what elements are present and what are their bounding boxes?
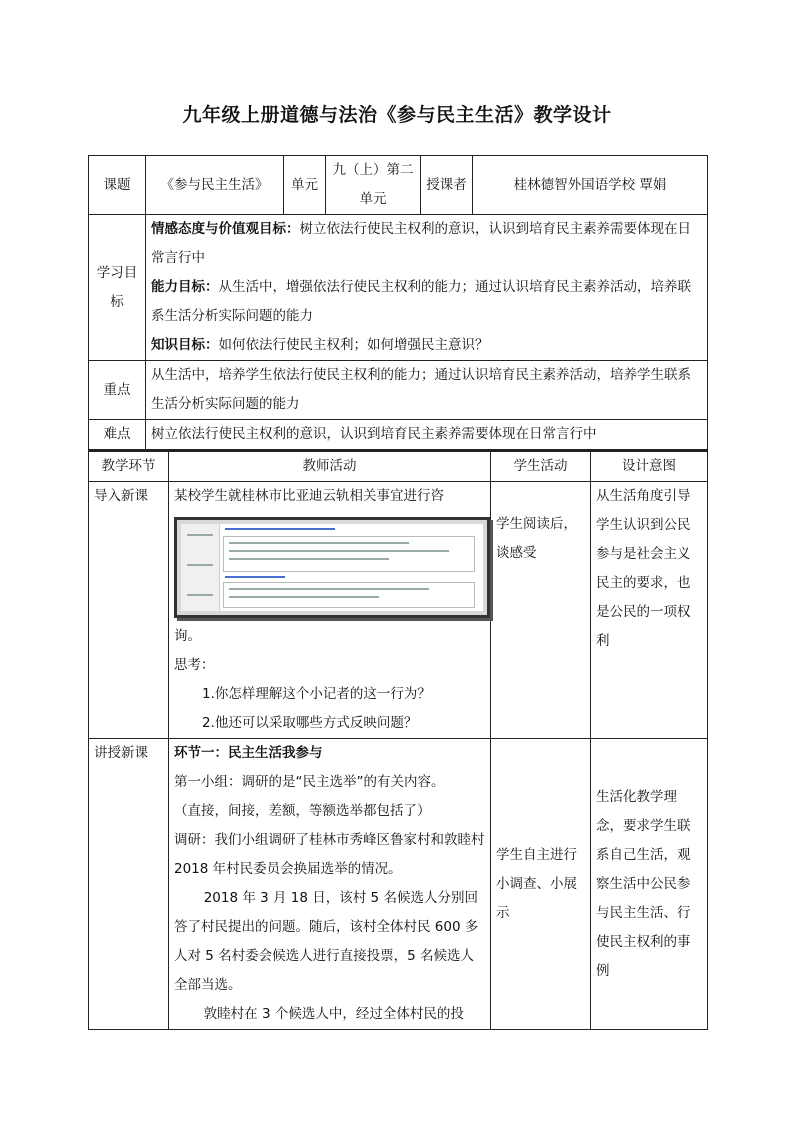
group1-text: 第一小组：调研的是“民主选举”的有关内容。 — [174, 774, 445, 790]
unit-value: 九（上）第二单元 — [326, 156, 421, 215]
objectives-cell — [146, 215, 708, 361]
intro-lead: 某校学生就桂林市比亚迪云轨相关事宜进行咨 — [174, 488, 444, 504]
topic-value: 《参与民主生活》 — [146, 156, 284, 215]
difficulties-label: 难点 — [89, 420, 146, 450]
intro-question-1: 1.你怎样理解这个小记者的这一行为？ — [202, 686, 431, 702]
teacher-label: 授课者 — [421, 156, 473, 215]
lecture-student: 学生自主进行小调查、小展示 — [491, 739, 591, 1030]
group1-note: （直接，间接，差额，等额选举都包括了） — [174, 803, 431, 819]
intro-question-2: 2.他还可以采取哪些方式反映问题？ — [202, 715, 418, 731]
paragraph-2: 敦睦村在 3 个候选人中，经过全体村民的投 — [203, 1006, 464, 1022]
intro-think: 思考： — [174, 657, 215, 673]
intro-student: 学生阅读后，谈感受 — [491, 482, 591, 739]
section-title: 环节一：民主生活我参与 — [174, 745, 323, 761]
knowledge-label: 知识目标： — [151, 337, 219, 353]
ability-text: 从生活中，增强依法行使民主权利的能力；通过认识培育民主素养活动，培养联系生活分析实际问题的能力 — [151, 279, 691, 324]
intro-row — [89, 482, 708, 739]
knowledge-text: 如何依法行使民主权利；如何增强民主意识？ — [218, 337, 489, 353]
lecture-stage: 讲授新课 — [89, 739, 169, 1030]
research-text: 调研：我们小组调研了桂林市秀峰区鲁家村和敦睦村 2018 年村民委员会换届选举的情况。 — [174, 832, 485, 877]
attitude-text: 树立依法行使民主权利的意识，认识到培育民主素养需要体现在日常言行中 — [151, 221, 691, 266]
key-points-row — [89, 361, 708, 420]
col-stage: 教学环节 — [89, 451, 169, 482]
paragraph-1: 2018 年 3 月 18 日，该村 5 名候选人分别回答了村民提出的问题。随后，该村全体村民 600 多人对 5 名村委会候选人进行直接投票，5 名候选人全部当选。 — [174, 890, 479, 993]
teacher-value: 桂林德智外国语学校 覃娟 — [473, 156, 708, 215]
difficulties-row — [89, 420, 708, 450]
intro-after-image: 询。 — [174, 628, 201, 644]
col-teacher: 教师活动 — [169, 451, 491, 482]
key-points-label: 重点 — [89, 361, 146, 420]
attitude-label: 情感态度与价值观目标： — [151, 221, 300, 237]
col-student: 学生活动 — [491, 451, 591, 482]
objectives-label: 学习目标 — [89, 215, 146, 361]
lesson-plan-table — [88, 155, 707, 1030]
ability-label: 能力目标： — [151, 279, 219, 295]
website-screenshot-image — [174, 517, 490, 618]
col-intent: 设计意图 — [591, 451, 708, 482]
lecture-row — [89, 739, 708, 1030]
topic-label: 课题 — [89, 156, 146, 215]
lecture-teacher-cell — [169, 739, 491, 1030]
column-header-row — [89, 451, 708, 482]
objectives-row — [89, 215, 708, 361]
key-points-text: 从生活中，培养学生依法行使民主权利的能力；通过认识培育民主素养活动，培养学生联系生活分析实际问题的能力 — [146, 361, 708, 420]
unit-label: 单元 — [284, 156, 326, 215]
header-row — [89, 156, 708, 215]
difficulties-text: 树立依法行使民主权利的意识，认识到培育民主素养需要体现在日常言行中 — [146, 420, 708, 450]
intro-teacher-cell — [169, 482, 491, 739]
intro-stage: 导入新课 — [89, 482, 169, 739]
intro-intent: 从生活角度引导学生认识到公民参与是社会主义民主的要求，也是公民的一项权利 — [591, 482, 708, 739]
lecture-intent: 生活化教学理念，要求学生联系自己生活，观察生活中公民参与民主生活、行使民主权利的事例 — [591, 739, 708, 1030]
page-title: 九年级上册道德与法治《参与民主生活》教学设计 — [182, 104, 612, 126]
